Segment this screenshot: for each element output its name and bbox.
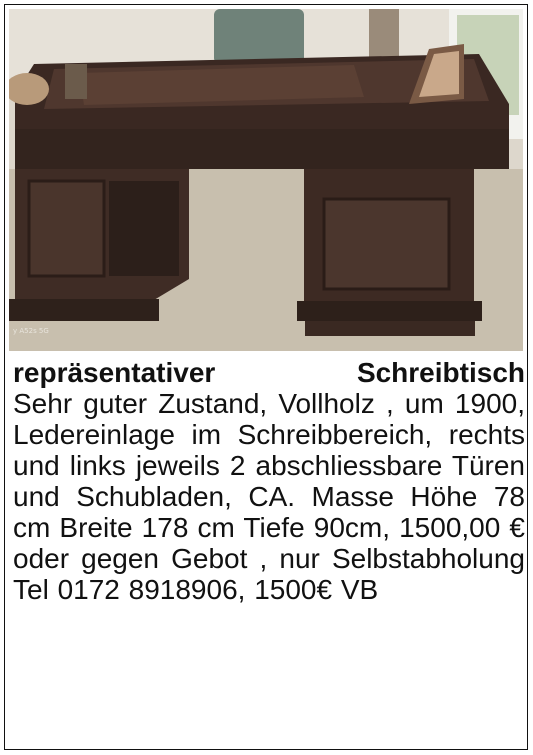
photo-watermark: y A52s 5G: [13, 327, 49, 335]
classified-ad: [4, 4, 528, 750]
desk-illustration: [9, 9, 523, 351]
listing-description: Sehr guter Zustand, Vollholz , um 1900, Ledereinlage im Schreibbereich, rechts und links jeweils 2 abschliessbare Türen und Schubladen, CA. Masse Höhe 78 cm Breite 178 cm Tiefe 90cm, 1500,00 € oder gegen Gebot , nur Selbstabholung Tel 0172 8918906, 1500€ VB: [13, 388, 525, 605]
listing-title: repräsentativer Schreibtisch: [13, 357, 525, 388]
listing-text: [13, 357, 525, 605]
desk-photo: [9, 9, 523, 351]
